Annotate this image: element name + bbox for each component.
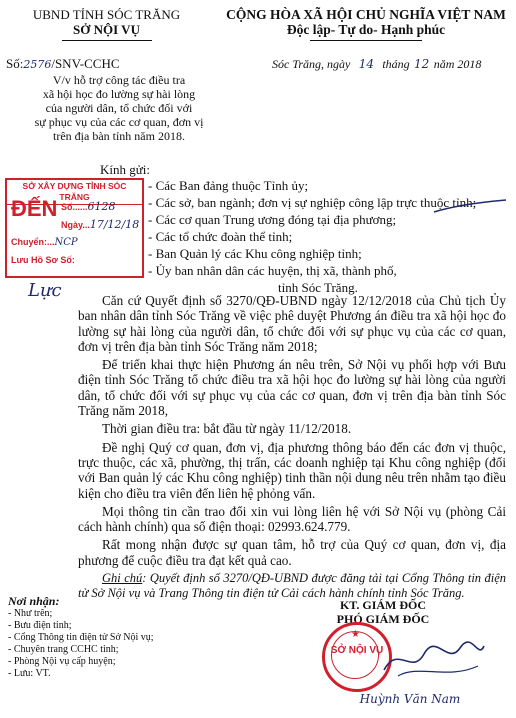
recipient-item: - Ban Quản lý các Khu công nghiệp tỉnh; [148, 246, 362, 261]
doc-number-handwritten: 2576 [23, 58, 52, 71]
recipient-item: - Các sở, ban ngành; đơn vị sự nghiệp công lập trực thuộc tỉnh; [148, 195, 477, 210]
distribution-list [8, 594, 228, 680]
signer-name: Huỳnh Văn Nam [359, 692, 461, 706]
national-title: CỘNG HÒA XÃ HỘI CHỦ NGHĨA VIỆT NAM [226, 7, 506, 22]
paragraph: Thời gian điều tra: bắt đầu từ ngày 11/12/2018. [102, 421, 352, 437]
document-number: Số:2576/SNV-CCHC [6, 56, 120, 71]
stamp-den: ĐẾN [11, 196, 58, 221]
national-motto: Độc lập- Tự do- Hạnh phúc [286, 22, 446, 37]
org-name: SỞ NỘI VỤ [73, 22, 140, 37]
paragraph: Rất mong nhận được sự quan tâm, hỗ trợ của Quý cơ quan, đơn vị, địa phương để cuộc điều tra đạt kết quả cao. [78, 537, 506, 568]
distribution-item: - Như trên; [8, 608, 53, 619]
distribution-title: Nơi nhận: [8, 594, 60, 608]
received-stamp [5, 178, 144, 278]
parent-org: UBND TỈNH SÓC TRĂNG [32, 7, 181, 22]
header-right-rule [310, 40, 422, 41]
handwritten-mark [430, 196, 510, 218]
recipient-item: tỉnh Sóc Trăng. [278, 280, 358, 295]
stamp-date: Ngày...17/12/18 [61, 218, 140, 231]
note: Ghi chú: Quyết định số 3270/QĐ-UBND được đăng tải tại Cổng Thông tin điện tử Sở Nội vụ và Trang Thông tin điện tử Cải cách hành chính tỉnh Sóc Trăng. [78, 571, 506, 601]
distribution-item: - Cổng Thông tin điện tử Sở Nội vụ; [8, 632, 154, 643]
margin-note: Lực [28, 280, 62, 301]
greeting: Kính gửi: [100, 162, 151, 177]
issuing-authority [4, 7, 209, 37]
paragraph: Để triển khai thực hiện Phương án nêu trên, Sở Nội vụ phối hợp với Bưu điện tỉnh Sóc Trăng tổ chức điều tra xã hội học đo lường sự hài lòng của người dân, tổ chức đối với sự phục vụ của các cơ quan, đơn vị trên địa bàn tỉnh Sóc Trăng năm 2018, [78, 357, 506, 419]
paragraph: Đề nghị Quý cơ quan, đơn vị, địa phương thông báo đến các đơn vị thuộc, trực thuộc, các xã, phường, thị trấn, các doanh nghiệp tại Khu công nghiệp (đối với Ban quản lý các Khu công nghiệp) tinh thần nội dung nêu trên nhằm tạo điều kiện cho điều tra viên đến liên hệ phỏng vấn. [78, 439, 506, 501]
paragraph: Mọi thông tin cần trao đổi xin vui lòng liên hệ với Sở Nội vụ (phòng Cải cách hành chính) qua số điện thoại: 02993.624.779. [78, 503, 506, 535]
distribution-item: - Chuyên trang CCHC tỉnh; [8, 644, 119, 655]
subject: V/v hỗ trợ công tác điều tra xã hội học đo lường sự hài lòng của người dân, tổ chức đối với sự phục vụ của các cơ quan, đơn vị trên địa bàn tỉnh năm 2018. [34, 73, 204, 143]
recipient-item: - Các tổ chức đoàn thể tỉnh; [148, 229, 293, 244]
distribution-item: - Bưu điện tỉnh; [8, 620, 72, 631]
recipient-item: - Các Ban đảng thuộc Tỉnh ủy; [148, 178, 309, 193]
stamp-number: Số......6128 [61, 200, 116, 213]
stamp-forward: Chuyển:...NCP [11, 237, 78, 248]
issue-date: Sóc Trăng, ngày 14 tháng 12 năm 2018 [272, 57, 482, 71]
signature-title: PHÓ GIÁM ĐỐC [336, 612, 430, 626]
distribution-item: - Phòng Nội vụ cấp huyện; [8, 656, 116, 667]
signature-scribble [378, 636, 488, 686]
seal-text: SỞ NỘI VỤ [330, 645, 384, 656]
stamp-org: SỞ XÂY DỰNG TỈNH SÓC TRĂNG [7, 180, 142, 205]
document-body [78, 293, 506, 601]
signature-kt: KT. GIÁM ĐỐC [339, 598, 427, 612]
recipient-item: - Các cơ quan Trung ương đóng tại địa phương; [148, 212, 397, 227]
recipient-item: - Ủy ban nhân dân các huyện, thị xã, thành phố, [148, 263, 397, 278]
paragraph: Căn cứ Quyết định số 3270/QĐ-UBND ngày 12/12/2018 của Chủ tịch Ủy ban nhân dân tỉnh Sóc Trăng về việc phê duyệt Phương án điều tra xã hội học đo lường sự hài lòng của người dân, tổ chức đối với sự phục vụ của các cơ quan, đơn vị trên địa bàn tỉnh Sóc Trăng năm 2018; [78, 293, 506, 354]
distribution-item: - Lưu: VT. [8, 668, 51, 679]
star-icon: ★ [351, 629, 360, 640]
header-left-rule [62, 40, 152, 41]
stamp-file: Lưu Hồ Sơ Số: [11, 255, 75, 265]
